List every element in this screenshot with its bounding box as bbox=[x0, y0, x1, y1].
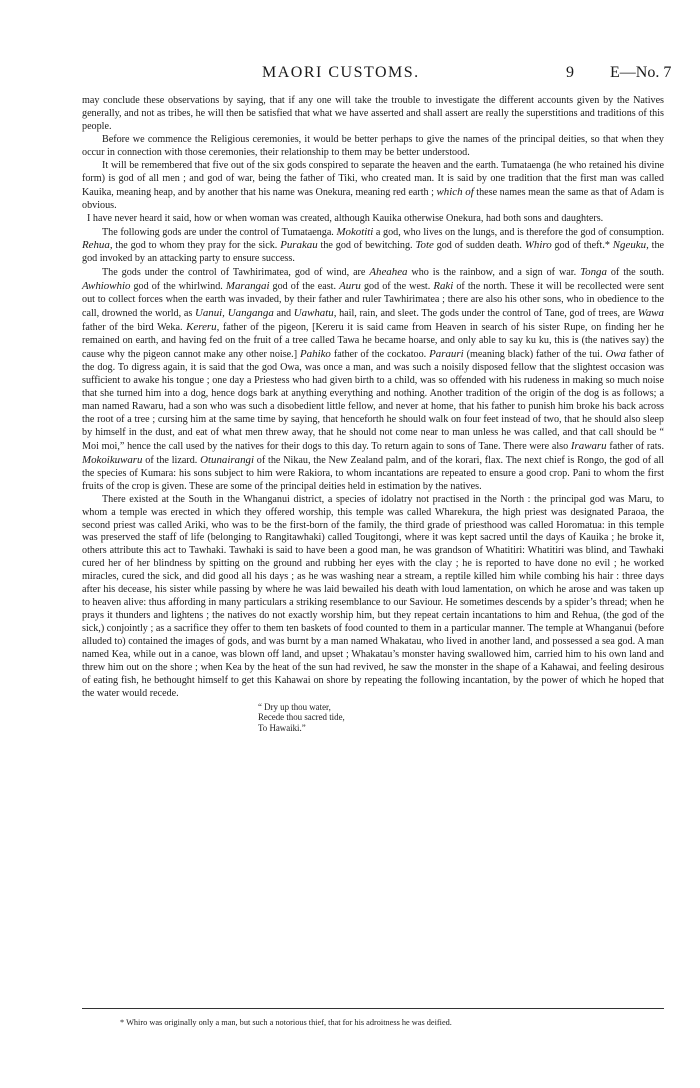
page-number: 9 bbox=[566, 64, 574, 81]
text-run: and bbox=[273, 308, 294, 320]
italic-term: Tote bbox=[415, 239, 434, 252]
italic-term: Ngeuku, bbox=[612, 239, 649, 252]
text-run: of the lizard. bbox=[142, 454, 201, 466]
italic-term: Uawhatu, bbox=[293, 307, 337, 320]
text-run: of the north. These it will be recollected were sent out to collect forces when the earth was invaded, by their father and ruler Tawhirimatea ; there are also his other sons, who in obedience to the call, drowned the world, as bbox=[82, 281, 664, 320]
verse-line: “ Dry up thou water, bbox=[258, 701, 331, 712]
running-title: MAORI CUSTOMS. bbox=[262, 64, 420, 81]
text-run: god of theft.* bbox=[551, 240, 613, 252]
italic-term: Wawa bbox=[637, 307, 665, 320]
text-run: The following gods are under the control of Tumataenga. bbox=[102, 226, 337, 238]
italic-term: Tonga bbox=[580, 266, 607, 279]
text-run: these names mean the same as that of Adam is obvious. bbox=[82, 186, 664, 211]
text-run: the god invoked by an attacking party to ensure success. bbox=[82, 240, 665, 265]
text-run: the god to whom they pray for the sick. bbox=[112, 240, 281, 252]
text-run: the god of bewitching. bbox=[317, 240, 416, 252]
paragraph bbox=[82, 226, 664, 267]
paper-code: E—No. 7 bbox=[610, 64, 672, 81]
incantation-verse bbox=[258, 702, 664, 734]
text-run: father of the cockatoo. bbox=[330, 349, 430, 361]
text-run: father of the dog. To digress again, it is said that the god Owa, was once a man, and was such a noisily disposed fellow that the slightest occasion was sufficient to awake his tongue ; one day a Priestess who had given birth to a child, was so offended with his rudeness in making so much noise that she turned him into a dog, hence dogs bark at anything everything and nothing. Another tradition of the origin of the dog is as follows; a man named Rawaru, had a son who was such a disobedient little fellow, and never at home, that his father to punish him broke his back across the root of a tree ; cursing him at the same time by saying, that henceforth he should walk on four feet instead of two, that he should also sleep by himself in the dust, and eat of what men threw away, that he should not come near to man unless he was called, and that call should be “ Moi moi,” hence the call used by the natives for their dogs to this day. To return again to sons of Tane. There were also bbox=[82, 349, 664, 452]
text-run: who is the rainbow, and a sign of war. bbox=[407, 267, 581, 279]
italic-term: Mokoikuwaru bbox=[82, 453, 143, 466]
text-run: It will be remembered that five out of the six gods conspired to separate the heaven and the earth. Tumataenga (he who retained his divine form) is god of all men ; and god of war, being the father of Tiki, who created man. It is said by one tradition that the first man was called Kauika, meaning heap, and by another that his name was Onekura, meaning red earth ; bbox=[82, 159, 664, 198]
text-run: a god, who lives on the lungs, and is therefore the god of consumption. bbox=[373, 226, 665, 238]
paragraph bbox=[82, 213, 664, 226]
text-run: god of the west. bbox=[360, 281, 434, 293]
text-run: may conclude these observations by saying, that if any one will take the trouble to investigate the different accounts given by the Natives generally, and not as tribes, he will then be satisfied that what we have asserted and shall assert are really the superstitions and traditions of this people. bbox=[82, 95, 664, 132]
italic-term: Awhiowhio bbox=[82, 280, 131, 293]
text-run: Before we commence the Religious ceremonies, it would be better perhaps to give the names of the principal deities, so that when they occur in connection with those ceremonies, their relationship to them may be better understood. bbox=[82, 133, 664, 158]
italic-term: Otunairangi bbox=[200, 453, 254, 466]
text-run: There existed at the South in the Whanganui district, a species of idolatry not practised in the North : the principal god was Maru, to whom a temple was erected in which they offered worship, this temple was called Wharekura, the high priest was designated Paraoa, the second priest was called Ariki, who was to be the first-born of the family, the third grade of priesthood was called Horomatua: in this temple was preserved the staff of life (belonging to Rangitawhaki) called Tougitongi, where it was kept sacred until the days of Kauika ; he broke it, others attribute this act to Tawhaki. Tawhaki is said to have been a good man, he was grandson of Whatitiri: Whatitiri was blind, and Tawhaki cured her of her blindness by spitting on the ground and rubbing her eyes with the clay ; he is reported to have done no evil ; he worked miracles, cured the sick, and did good all his days ; as he was washing near a stream, a reptile killed him while combing his hair : three days after his decease, his sister while passing by where he was laid bewailed his death with loud lamentation, on which he arose and was taken up to heaven alive: thus affording in many particulars a striking resemblance to our Saviour. He sometimes descends by a spider’s thread; when he prays it thunders and lightens ; the natives do not exactly worship him, but they repeat certain incantations to him and Rehua, (the god of the sick,) conjointly ; as a sacrifice they offer to them ten baskets of food counted to them in a particular manner. The temple at Whanganui (before alluded to) contained the images of gods, and was burnt by a man named Whakatau, who lived in another land, and possessed a sea god. A man named Kea, while out in a canoe, was blown off land, and upset ; Whakatau’s monster having swallowed him, carried him to his own land and threw him out on the shore ; when Kea by the heat of the sun had revived, he saw the monster in the shape of a Kahawai, and feeling desirous of eating fish, he bethought himself to get this Kahawai on shore by repeating the following incantation, by the power of which he hoped that the water would recede. bbox=[82, 493, 664, 699]
text-run: The gods under the control of Tawhirimatea, god of wind, are bbox=[102, 267, 370, 279]
verse-line: To Hawaiki.” bbox=[258, 723, 306, 734]
italic-term: Owa bbox=[605, 348, 627, 361]
italic-term: Mokotiti bbox=[336, 225, 374, 238]
paragraph bbox=[82, 134, 664, 160]
italic-term: Pahiko bbox=[300, 348, 331, 361]
page-header bbox=[0, 64, 700, 86]
text-run: god of sudden death. bbox=[433, 240, 525, 252]
italic-term: Kereru, bbox=[186, 321, 220, 334]
text-run: I have never heard it said, how or when woman was created, although Kauika otherwise Onekura, had both sons and daughters. bbox=[87, 212, 604, 224]
italic-term: Purakau bbox=[280, 239, 318, 252]
italic-term: Uanui, Uanganga bbox=[194, 307, 274, 320]
footnote-divider bbox=[82, 1008, 664, 1009]
text-run: god of the east. bbox=[269, 281, 340, 293]
body-text bbox=[82, 95, 664, 734]
verse-line: Recede thou sacred tide, bbox=[258, 712, 345, 723]
italic-term: Whiro bbox=[524, 239, 552, 252]
italic-term: Parauri bbox=[429, 348, 464, 361]
text-run: god of the whirlwind. bbox=[130, 281, 226, 293]
paragraph bbox=[82, 160, 664, 213]
text-run: father of the pigeon, [Kereru it is said came from Heaven in search of his sister Rupe, on finding her he remained on earth, and having fed on the fruit of a tree called Tawa he became hoarse, and only able to say ku ku, this is (the natives say) the cause why the pigeon cannot make any other noise.] bbox=[82, 322, 664, 361]
italic-term: Auru bbox=[339, 280, 361, 293]
italic-term: Irawaru bbox=[570, 439, 607, 452]
text-run: hail, rain, and sleet. The gods under the control of Tane, god of trees, are bbox=[336, 308, 638, 320]
italic-term: Rehua, bbox=[82, 239, 113, 252]
paragraph bbox=[82, 494, 664, 701]
italic-term: Aheahea bbox=[369, 266, 408, 279]
text-run: father of the bird Weka. bbox=[82, 322, 187, 334]
footnote: * Whiro was originally only a man, but such a notorious thief, that for his adroitness he was deified. bbox=[120, 1018, 452, 1027]
text-run: father of rats. bbox=[606, 440, 664, 452]
italic-term: which of bbox=[436, 185, 474, 198]
paragraph bbox=[82, 266, 664, 493]
text-run: (meaning black) father of the tui. bbox=[463, 349, 606, 361]
paragraph bbox=[82, 95, 664, 134]
text-run: of the south. bbox=[606, 267, 665, 279]
text-run: of the Nikau, the New Zealand palm, and of the korari, flax. The next chief is Rongo, the god of all the species of Kumara: his sons subject to him were Rakiora, to whom incantations are repeated to ensure a good crop. Pani to whom the first fruits of the crop is given. These are some of the principal deities held in estimation by the natives. bbox=[82, 454, 664, 492]
italic-term: Raki bbox=[433, 280, 454, 293]
italic-term: Marangai bbox=[225, 280, 270, 293]
